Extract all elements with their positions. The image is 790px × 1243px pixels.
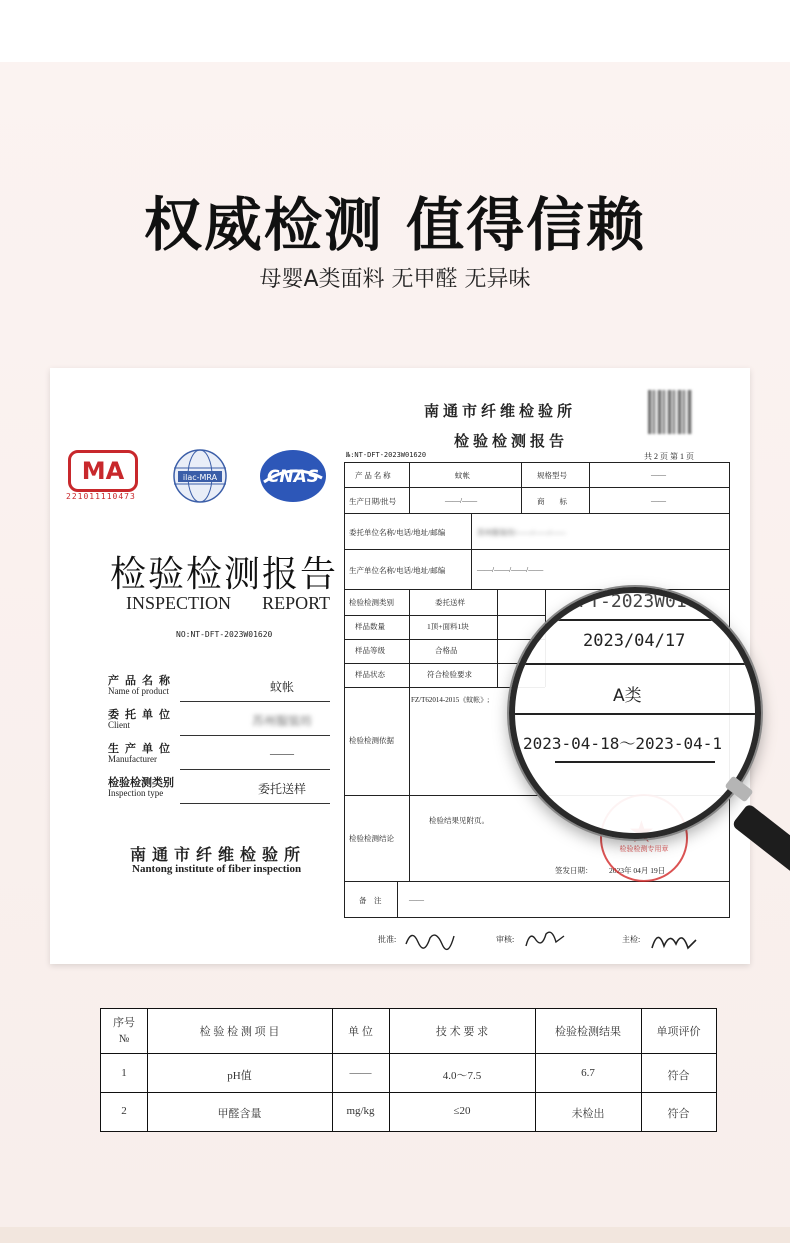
issue-date-value: 2023年 04月 19日 <box>609 866 666 875</box>
field-underline <box>180 769 330 770</box>
magnified-number: NT-DFT-2023W0162 <box>535 593 709 612</box>
remark-label: 备 注 <box>359 896 382 905</box>
stamp-text: 检验检测专用章 <box>619 845 669 853</box>
table-row-1-result: 6.7 <box>581 1067 595 1079</box>
table-row-2-evaluation: 符合 <box>667 1108 690 1120</box>
cma-logo: MA <box>68 450 138 492</box>
product-value: 蚊帐 <box>455 471 470 480</box>
cover-institute-en: Nantong institute of fiber inspection <box>132 863 302 875</box>
header-index: 序号 № <box>113 1017 135 1045</box>
cover-field-product <box>108 672 330 702</box>
maker-value: ——/——/——/—— <box>477 565 544 574</box>
header-requirement: 技 术 要 求 <box>435 1026 489 1038</box>
field-underline <box>180 803 330 804</box>
header-item: 检 验 检 测 项 目 <box>199 1026 280 1038</box>
field-label-en: Name of product <box>108 686 169 696</box>
field-label: 检验检测类别 <box>108 777 174 789</box>
field-value: 委托送样 <box>257 782 306 796</box>
table-row-1-requirement: 4.0～7.5 <box>442 1070 482 1082</box>
issue-date-label: 签发日期： <box>555 866 593 875</box>
field-label: 生产单位 <box>108 743 176 755</box>
state-label: 样品状态 <box>355 670 385 679</box>
table-row-2-index: 2 <box>121 1105 127 1117</box>
cover-field-type <box>108 774 330 804</box>
table-row-1-evaluation: 符合 <box>667 1070 690 1082</box>
headline: 权威检测 值得信赖 <box>143 191 647 259</box>
signature-row <box>344 926 728 956</box>
header-evaluation: 单项评价 <box>656 1026 701 1038</box>
subheadline: 母婴A类面料 无甲醛 无异味 <box>259 267 531 292</box>
brand-value: —— <box>651 496 666 505</box>
conclusion-value: 检验结果见附页。 <box>429 816 489 825</box>
type-label: 检验检测类别 <box>349 598 394 607</box>
date-label: 生产日期/批号 <box>349 497 397 506</box>
grade-label: 样品等级 <box>355 646 385 655</box>
cover-field-manufacturer <box>108 740 330 770</box>
header-unit: 单 位 <box>348 1026 373 1038</box>
qty-label: 样品数量 <box>355 622 385 631</box>
field-underline <box>180 701 330 702</box>
field-label-en: Client <box>108 720 130 730</box>
approve-label: 批准: <box>378 935 397 944</box>
cma-number: 221011110473 <box>66 492 136 501</box>
cover-title-en <box>126 593 330 614</box>
state-value: 符合检验要求 <box>427 670 472 679</box>
maker-label: 生产单位名称/电话/地址/邮编 <box>349 566 446 575</box>
cnas-logo <box>258 448 328 504</box>
field-value: 苏州服装坊 <box>251 714 312 728</box>
field-label: 委托单位 <box>108 709 176 721</box>
cnas-logo-text: CNAS <box>266 467 320 487</box>
top-band <box>0 0 790 62</box>
conclusion-label: 检验检测结论 <box>349 834 394 843</box>
magnified-view <box>515 593 755 833</box>
field-label: 产品名称 <box>108 675 176 687</box>
cover-institute: 南通市纤维检验所 <box>130 847 307 864</box>
cover-title-en-2: REPORT <box>262 593 330 613</box>
table-row-1-item: pH值 <box>227 1070 252 1082</box>
field-label-en: Manufacturer <box>108 754 157 764</box>
remark-value: —— <box>409 895 424 904</box>
review-signature <box>522 926 566 952</box>
table-row-2-result: 未检出 <box>571 1108 605 1120</box>
brand-label: 商 标 <box>537 497 567 506</box>
spec-value: —— <box>651 470 666 479</box>
cover-title-en-1: INSPECTION <box>126 593 232 613</box>
table-row-1-index: 1 <box>121 1067 127 1079</box>
results-table <box>100 1008 717 1132</box>
table-row-2-requirement: ≤20 <box>453 1105 471 1117</box>
magnified-date: 2023/04/17 <box>583 631 686 651</box>
basis-label: 检验检测依据 <box>349 736 394 745</box>
report-number: №:NT-DFT-2023W01620 <box>346 451 427 459</box>
grade-value: 合格品 <box>435 646 458 655</box>
check-label: 主检: <box>622 935 641 944</box>
qty-value: 1顶+面料1块 <box>427 622 469 631</box>
magnified-period: 2023-04-18～2023-04-1 <box>523 734 723 753</box>
header-result: 检验检测结果 <box>555 1026 621 1038</box>
field-value: 蚊帐 <box>269 680 294 694</box>
basis-value: FZ/T62014-2015《蚊帐》; <box>411 696 490 704</box>
ilac-mra-logo <box>172 448 228 504</box>
product-label: 产 品 名 称 <box>355 471 391 480</box>
field-value: —— <box>270 746 294 760</box>
ilac-logo-text: ilac-MRA <box>182 473 218 482</box>
client-label: 委托单位名称/电话/地址/邮编 <box>349 528 446 537</box>
check-signature <box>648 926 698 956</box>
field-underline <box>180 735 330 736</box>
page-count: 共 2 页 第 1 页 <box>644 452 694 461</box>
spec-label: 规格型号 <box>537 471 567 480</box>
field-label-en: Inspection type <box>108 788 164 798</box>
approve-signature <box>402 926 456 952</box>
cover-field-client <box>108 706 330 736</box>
report-institute: 南通市纤维检验所 <box>424 404 577 420</box>
bottom-band <box>0 1227 790 1243</box>
client-value: 苏州服装坊/——/——/—— <box>477 528 566 537</box>
date-value: ——/—— <box>445 496 478 505</box>
report-heading: 检验检测报告 <box>454 434 569 450</box>
table-row-1-unit: —— <box>349 1067 372 1079</box>
magnified-grade: A类 <box>613 686 642 706</box>
cover-title: 检验检测报告 <box>110 554 339 594</box>
certification-logos <box>50 448 340 528</box>
table-row-2-unit: mg/kg <box>346 1105 375 1117</box>
type-value: 委托送样 <box>435 598 465 607</box>
review-label: 审核: <box>496 935 515 944</box>
qr-code <box>648 390 692 434</box>
cover-report-number: NO:NT-DFT-2023W01620 <box>176 630 273 639</box>
table-row-2-item: 甲醛含量 <box>217 1108 262 1120</box>
